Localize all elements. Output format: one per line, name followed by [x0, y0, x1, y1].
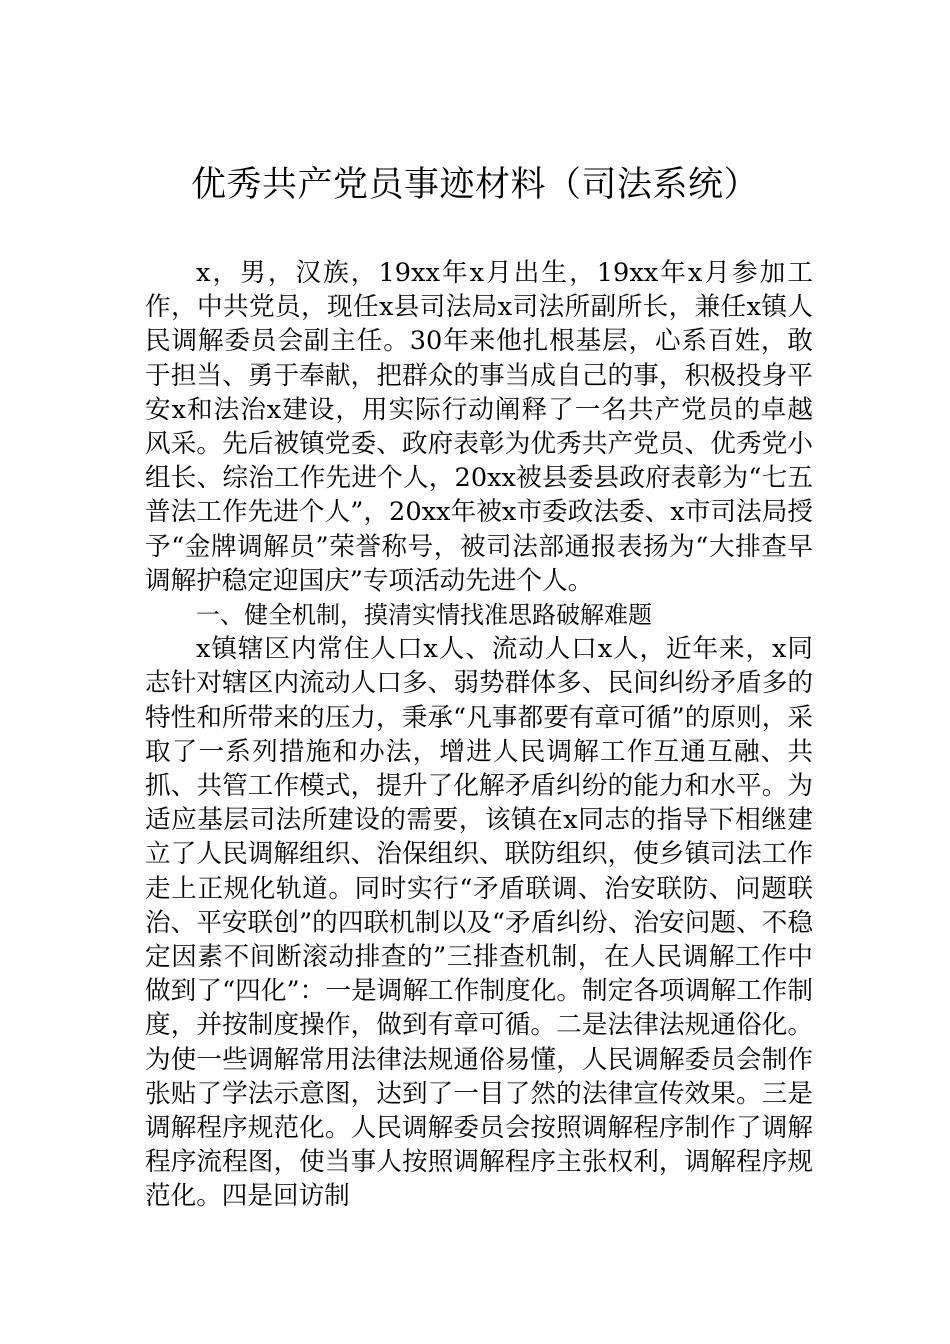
section-paragraph: x镇辖区内常住人口x人、流动人口x人，近年来，x同志针对辖区内流动人口多、弱势群体多、民间纠纷矛盾多的特性和所带来的压力，秉承“凡事都要有章可循”的原则，采取了一系列措施和办法，增进人民调解工作互通互融、共抓、共管工作模式，提升了化解矛盾纠纷的能力和水平。为适应基层司法所建设的需要，该镇在x同志的指导下相继建立了人民调解组织、治保组织、联防组织，使乡镇司法工作走上正规化轨道。同时实行“矛盾联调、治安联防、问题联治、平安联创”的四联机制以及“矛盾纠纷、治安问题、不稳定因素不间断滚动排查的”三排查机制，在人民调解工作中做到了“四化”：一是调解工作制度化。制定各项调解工作制度，并按制度操作，做到有章可循。二是法律法规通俗化。为使一些调解常用法律法规通俗易懂，人民调解委员会制作张贴了学法示意图，达到了一目了然的法律宣传效果。三是调解程序规范化。人民调解委员会按照调解程序制作了调解程序流程图，使当事人按照调解程序主张权利，调解程序规范化。四是回访制 [145, 634, 813, 1212]
intro-paragraph: x，男，汉族，19xx年x月出生，19xx年x月参加工作，中共党员，现任x县司法局x司法所副所长，兼任x镇人民调解委员会副主任。30年来他扎根基层，心系百姓，敢于担当、勇于奉献，把群众的事当成自己的事，积极投身平安x和法治x建设，用实际行动阐释了一名共产党员的卓越风采。先后被镇党委、政府表彰为优秀共产党员、优秀党小组长、综治工作先进个人，20xx被县委县政府表彰为“七五普法工作先进个人”，20xx年被x市委政法委、x市司法局授予“金牌调解员”荣誉称号，被司法部通报表扬为“大排查早调解护稳定迎国庆”专项活动先进个人。 [145, 258, 813, 596]
section-heading: 一、健全机制，摸清实情找准思路破解难题 [196, 601, 652, 630]
document-title: 优秀共产党员事迹材料（司法系统） [190, 165, 759, 205]
document-body [145, 256, 813, 1214]
